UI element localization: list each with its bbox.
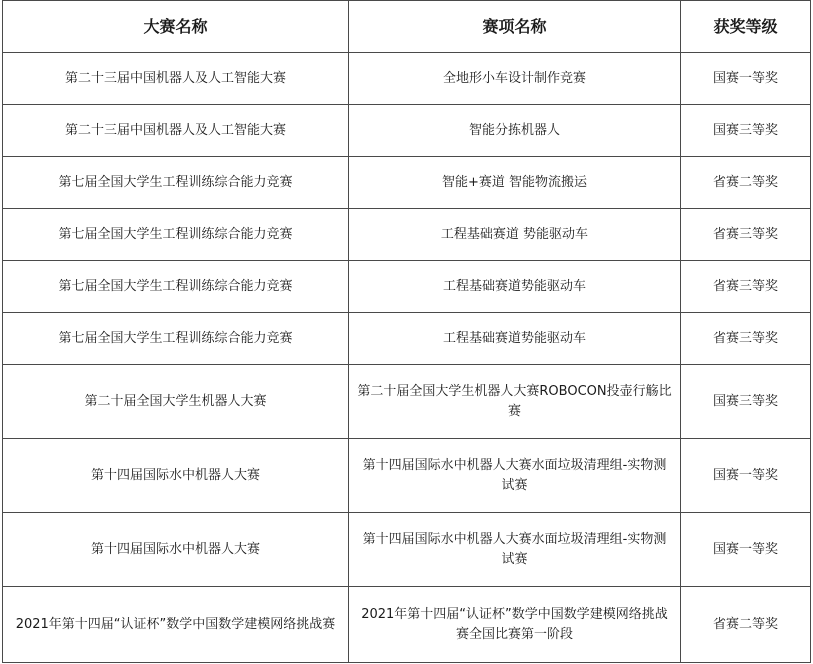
cell-award: 省赛二等奖: [681, 587, 811, 663]
cell-event: 第十四届国际水中机器人大赛水面垃圾清理组-实物测试赛: [349, 513, 681, 587]
header-competition-name: 大赛名称: [3, 1, 349, 53]
cell-event: 第十四届国际水中机器人大赛水面垃圾清理组-实物测试赛: [349, 439, 681, 513]
table-row: [3, 513, 811, 587]
cell-event: 第二十届全国大学生机器人大赛ROBOCON投壶行觞比赛: [349, 365, 681, 439]
table-row: [3, 261, 811, 313]
cell-event: 全地形小车设计制作竞赛: [349, 53, 681, 105]
cell-award: 省赛三等奖: [681, 261, 811, 313]
cell-competition: 第七届全国大学生工程训练综合能力竞赛: [3, 209, 349, 261]
cell-award: 国赛三等奖: [681, 105, 811, 157]
table-row: [3, 365, 811, 439]
cell-event: 工程基础赛道势能驱动车: [349, 313, 681, 365]
cell-competition: 第二十三届中国机器人及人工智能大赛: [3, 53, 349, 105]
cell-award: 国赛一等奖: [681, 513, 811, 587]
cell-award: 国赛三等奖: [681, 365, 811, 439]
table-row: [3, 209, 811, 261]
cell-event: 工程基础赛道势能驱动车: [349, 261, 681, 313]
cell-competition: 第二十届全国大学生机器人大赛: [3, 365, 349, 439]
cell-competition: 第七届全国大学生工程训练综合能力竞赛: [3, 313, 349, 365]
cell-award: 国赛一等奖: [681, 53, 811, 105]
cell-competition: 第七届全国大学生工程训练综合能力竞赛: [3, 261, 349, 313]
header-award-level: 获奖等级: [681, 1, 811, 53]
cell-award: 省赛二等奖: [681, 157, 811, 209]
cell-competition: 第十四届国际水中机器人大赛: [3, 513, 349, 587]
cell-award: 省赛三等奖: [681, 313, 811, 365]
cell-event: 工程基础赛道 势能驱动车: [349, 209, 681, 261]
table-row: [3, 439, 811, 513]
table-row: [3, 587, 811, 663]
header-event-name: 赛项名称: [349, 1, 681, 53]
table-row: [3, 313, 811, 365]
table-row: [3, 105, 811, 157]
cell-event: 智能+赛道 智能物流搬运: [349, 157, 681, 209]
cell-competition: 第二十三届中国机器人及人工智能大赛: [3, 105, 349, 157]
cell-competition: 第十四届国际水中机器人大赛: [3, 439, 349, 513]
cell-award: 国赛一等奖: [681, 439, 811, 513]
table-header-row: [3, 1, 811, 53]
cell-event: 2021年第十四届“认证杯”数学中国数学建模网络挑战赛全国比赛第一阶段: [349, 587, 681, 663]
awards-table: [2, 0, 811, 663]
table-row: [3, 53, 811, 105]
cell-competition: 第七届全国大学生工程训练综合能力竞赛: [3, 157, 349, 209]
cell-competition: 2021年第十四届“认证杯”数学中国数学建模网络挑战赛: [3, 587, 349, 663]
table-row: [3, 157, 811, 209]
cell-event: 智能分拣机器人: [349, 105, 681, 157]
cell-award: 省赛三等奖: [681, 209, 811, 261]
